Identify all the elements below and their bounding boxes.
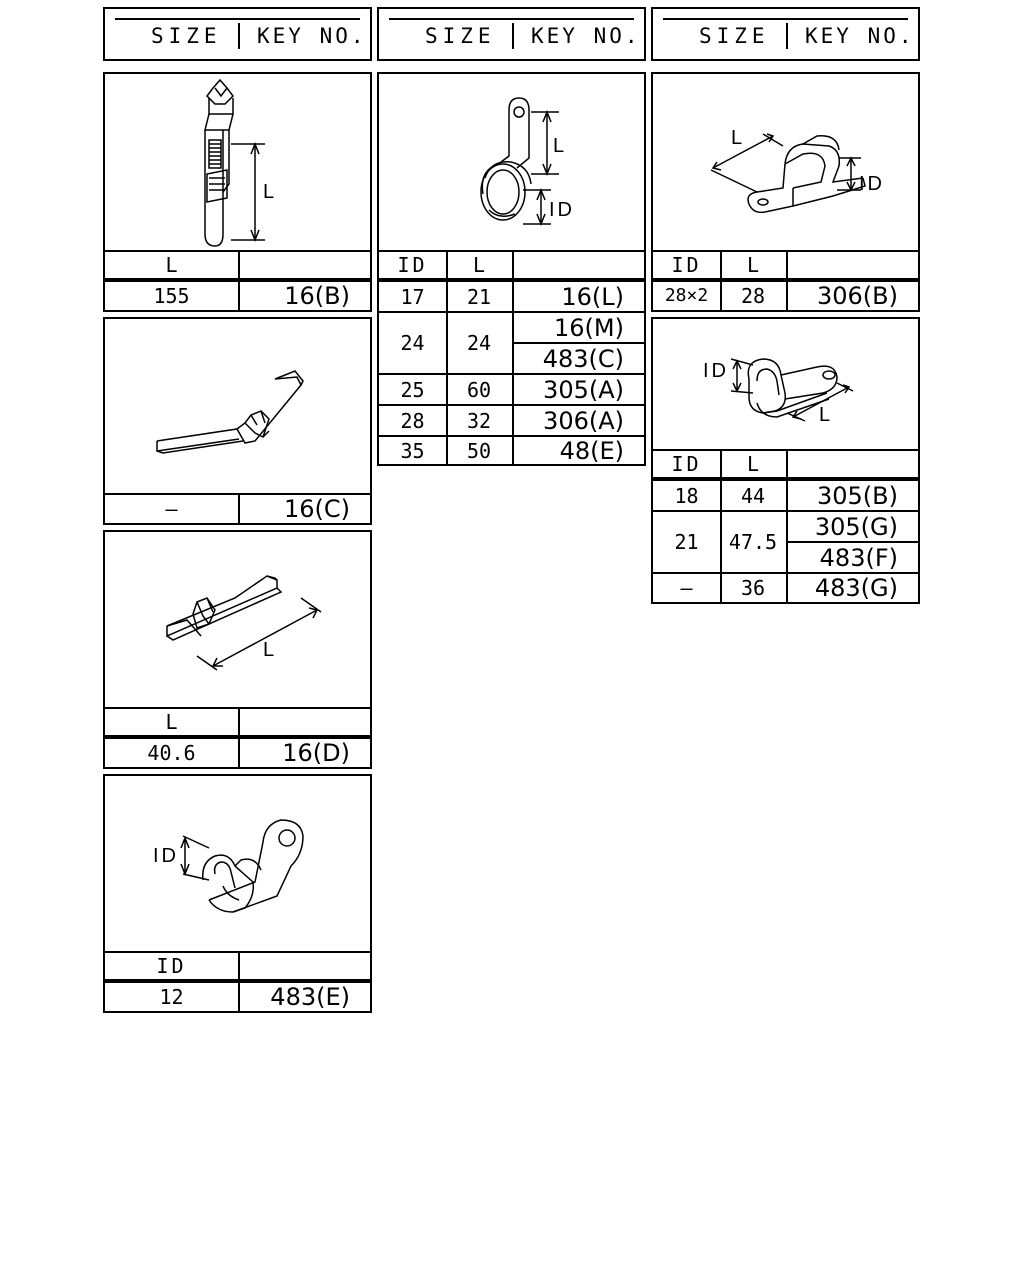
part-card-5	[377, 72, 646, 466]
part-card-6	[651, 72, 920, 312]
flat-strap-icon	[105, 319, 374, 495]
table-row-key: 483(G)	[814, 574, 898, 602]
dim-id-label: ID	[859, 173, 885, 195]
part-card-7	[651, 317, 920, 604]
hose-clip-icon	[105, 776, 374, 952]
table-row-l: 36	[740, 576, 766, 600]
key-value: 16(D)	[282, 739, 350, 767]
table-row-id: 21	[674, 530, 699, 554]
table-row-id: 25	[400, 377, 425, 402]
dim-l-label: L	[731, 127, 743, 149]
header-key-label: KEY NO.	[531, 24, 641, 48]
dim-l-label: L	[263, 181, 275, 203]
header-separator	[238, 23, 240, 49]
id-value: 28×2	[664, 285, 709, 306]
header-key-label: KEY NO.	[257, 24, 367, 48]
header-size-label: SIZE	[151, 24, 222, 48]
wire-saddle-icon	[653, 74, 922, 252]
table-row-l: 21	[466, 284, 492, 309]
dim-id-label: ID	[153, 845, 179, 867]
l-value: 155	[153, 284, 190, 308]
header-size-label: SIZE	[425, 24, 496, 48]
table-row-key: 483(C)	[542, 344, 624, 373]
table-row-id: 28	[400, 408, 425, 433]
table-row-key: 306(A)	[543, 406, 624, 435]
table-row-l: 32	[466, 408, 492, 433]
table-row-l: 44	[740, 483, 766, 508]
header-rule	[389, 18, 634, 20]
col-id-header: ID	[671, 452, 702, 476]
table-row-l: 24	[466, 331, 492, 355]
key-value: 483(E)	[270, 983, 350, 1011]
table-row-key: 305(B)	[817, 481, 898, 510]
key-value: 16(B)	[284, 282, 350, 310]
table-row-id: 35	[400, 438, 425, 463]
table-row-id: 18	[674, 483, 699, 508]
col-id-header: ID	[156, 954, 187, 978]
table-row-key: 305(G)	[814, 512, 898, 541]
key-value: 16(C)	[283, 495, 350, 523]
header-col1	[103, 7, 372, 61]
table-row-key: 48(E)	[559, 436, 624, 465]
table-row-l: 47.5	[728, 530, 778, 554]
dim-id-label: ID	[549, 199, 575, 221]
header-key-label: KEY NO.	[805, 24, 915, 48]
table-row-key: 483(F)	[819, 543, 898, 572]
header-rule	[115, 18, 360, 20]
dim-l-label: L	[263, 639, 275, 661]
size-value: —	[165, 497, 178, 521]
key-value: 306(B)	[817, 282, 898, 310]
header-rule	[663, 18, 908, 20]
table-row-key: 16(L)	[561, 282, 624, 311]
dim-id-label: ID	[703, 360, 729, 382]
header-col3	[651, 7, 920, 61]
l-value: 40.6	[147, 741, 196, 765]
table-row-l: 60	[466, 377, 492, 402]
header-separator	[786, 23, 788, 49]
col-l-header: L	[746, 253, 760, 277]
table-row-key: 305(A)	[543, 375, 624, 404]
col-l-header: L	[165, 710, 178, 734]
part-card-1	[103, 72, 372, 312]
table-row-l: 50	[466, 438, 492, 463]
id-value: 12	[159, 985, 184, 1009]
dim-l-label: L	[553, 135, 565, 157]
col-l-header: L	[472, 253, 486, 277]
col-l-header: L	[746, 452, 760, 476]
part-card-4	[103, 774, 372, 1013]
col-id-header: ID	[397, 253, 428, 277]
header-separator	[512, 23, 514, 49]
double-clip-icon	[653, 319, 922, 451]
l-value: 28	[740, 284, 766, 308]
dim-l-label: L	[819, 404, 831, 426]
col-l-header: L	[165, 253, 178, 277]
header-size-label: SIZE	[699, 24, 770, 48]
table-row-key: 16(M)	[554, 313, 624, 342]
part-card-2	[103, 317, 372, 525]
table-row-id: 17	[400, 284, 425, 309]
tie-strap-icon	[105, 74, 374, 252]
strap-clip-icon	[105, 532, 374, 708]
table-row-id: 24	[400, 331, 425, 355]
header-col2	[377, 7, 646, 61]
col-id-header: ID	[671, 253, 702, 277]
part-card-3	[103, 530, 372, 769]
table-row-id: —	[680, 576, 693, 600]
spiral-clamp-icon	[379, 74, 648, 252]
